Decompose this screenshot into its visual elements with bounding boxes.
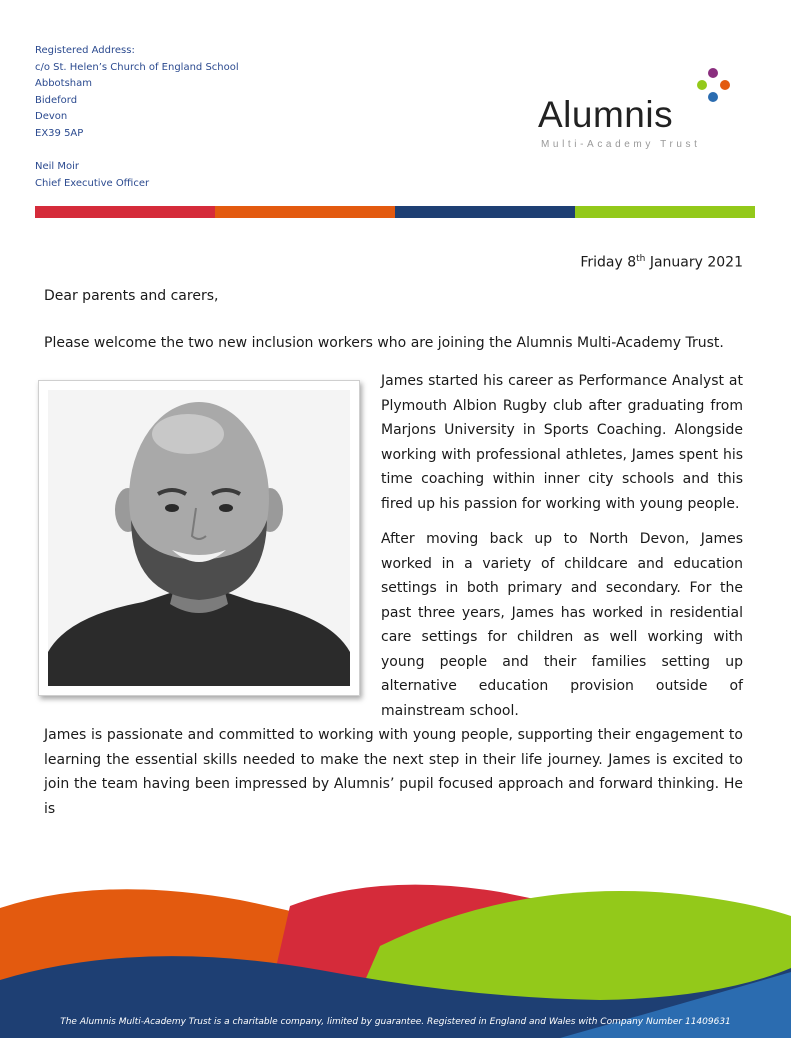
letter-date xyxy=(580,254,743,271)
welcome-paragraph: Please welcome the two new inclusion workers who are joining the Alumnis Multi-Academy Trust. xyxy=(44,335,724,351)
staff-photo-frame xyxy=(38,380,360,696)
logo-subtitle: Multi-Academy Trust xyxy=(541,139,701,150)
address-line: Registered Address: xyxy=(35,45,135,56)
salutation: Dear parents and carers, xyxy=(44,288,219,304)
logo-dot-green-icon xyxy=(697,80,707,90)
address-line: c/o St. Helen’s Church of England School xyxy=(35,61,239,73)
color-bar-orange xyxy=(215,206,395,218)
address-line: Devon xyxy=(35,111,68,123)
address-line: EX39 5AP xyxy=(35,127,84,139)
staff-portrait-image xyxy=(48,390,350,686)
intro-paragraph-3: James is passionate and committed to working with young people, supporting their engagement to learning the essential skills needed to make the next step in their life journey. James is excited to join the team having been impressed by Alumnis’ pupil focused approach and forward thinking. He is xyxy=(44,727,743,817)
intro-paragraph-1: James started his career as Performance Analyst at Plymouth Albion Rugby club after graduating from Marjons University in Sports Coaching. Alongside working with professional athletes, James spent his time coaching within inner city schools and this fired up his passion for working with young people. xyxy=(381,373,743,512)
date-month-year: January 2021 xyxy=(645,254,743,271)
date-day: Friday 8 xyxy=(580,254,637,271)
address-line: Bideford xyxy=(35,94,78,106)
address-line: Abbotsham xyxy=(35,78,92,90)
color-bar-red xyxy=(35,206,215,218)
alumnis-logo xyxy=(538,66,738,156)
date-ordinal: th xyxy=(636,254,646,264)
logo-dot-orange-icon xyxy=(720,80,730,90)
footer-registration-text: The Alumnis Multi-Academy Trust is a charitable company, limited by guarantee. Registered in England and Wales with Company Number 11409631 xyxy=(60,1017,731,1027)
logo-dot-purple-icon xyxy=(708,68,718,78)
logo-dot-blue-icon xyxy=(708,92,718,102)
address-gap xyxy=(35,143,239,160)
footer-wave-graphic xyxy=(0,860,791,1038)
color-bar-navy xyxy=(395,206,575,218)
contact-title: Chief Executive Officer xyxy=(35,177,150,189)
color-bar xyxy=(35,206,755,218)
logo-wordmark: Alumnis xyxy=(538,94,674,135)
contact-name: Neil Moir xyxy=(35,161,80,173)
registered-address-block xyxy=(35,43,239,192)
intro-paragraph-2: After moving back up to North Devon, James worked in a variety of childcare and education settings in both primary and secondary. For the past three years, James has worked in residential care settings for children as well working with young people and their families setting up alternative education provision outside of mainstream school. xyxy=(381,531,743,719)
color-bar-green xyxy=(575,206,755,218)
